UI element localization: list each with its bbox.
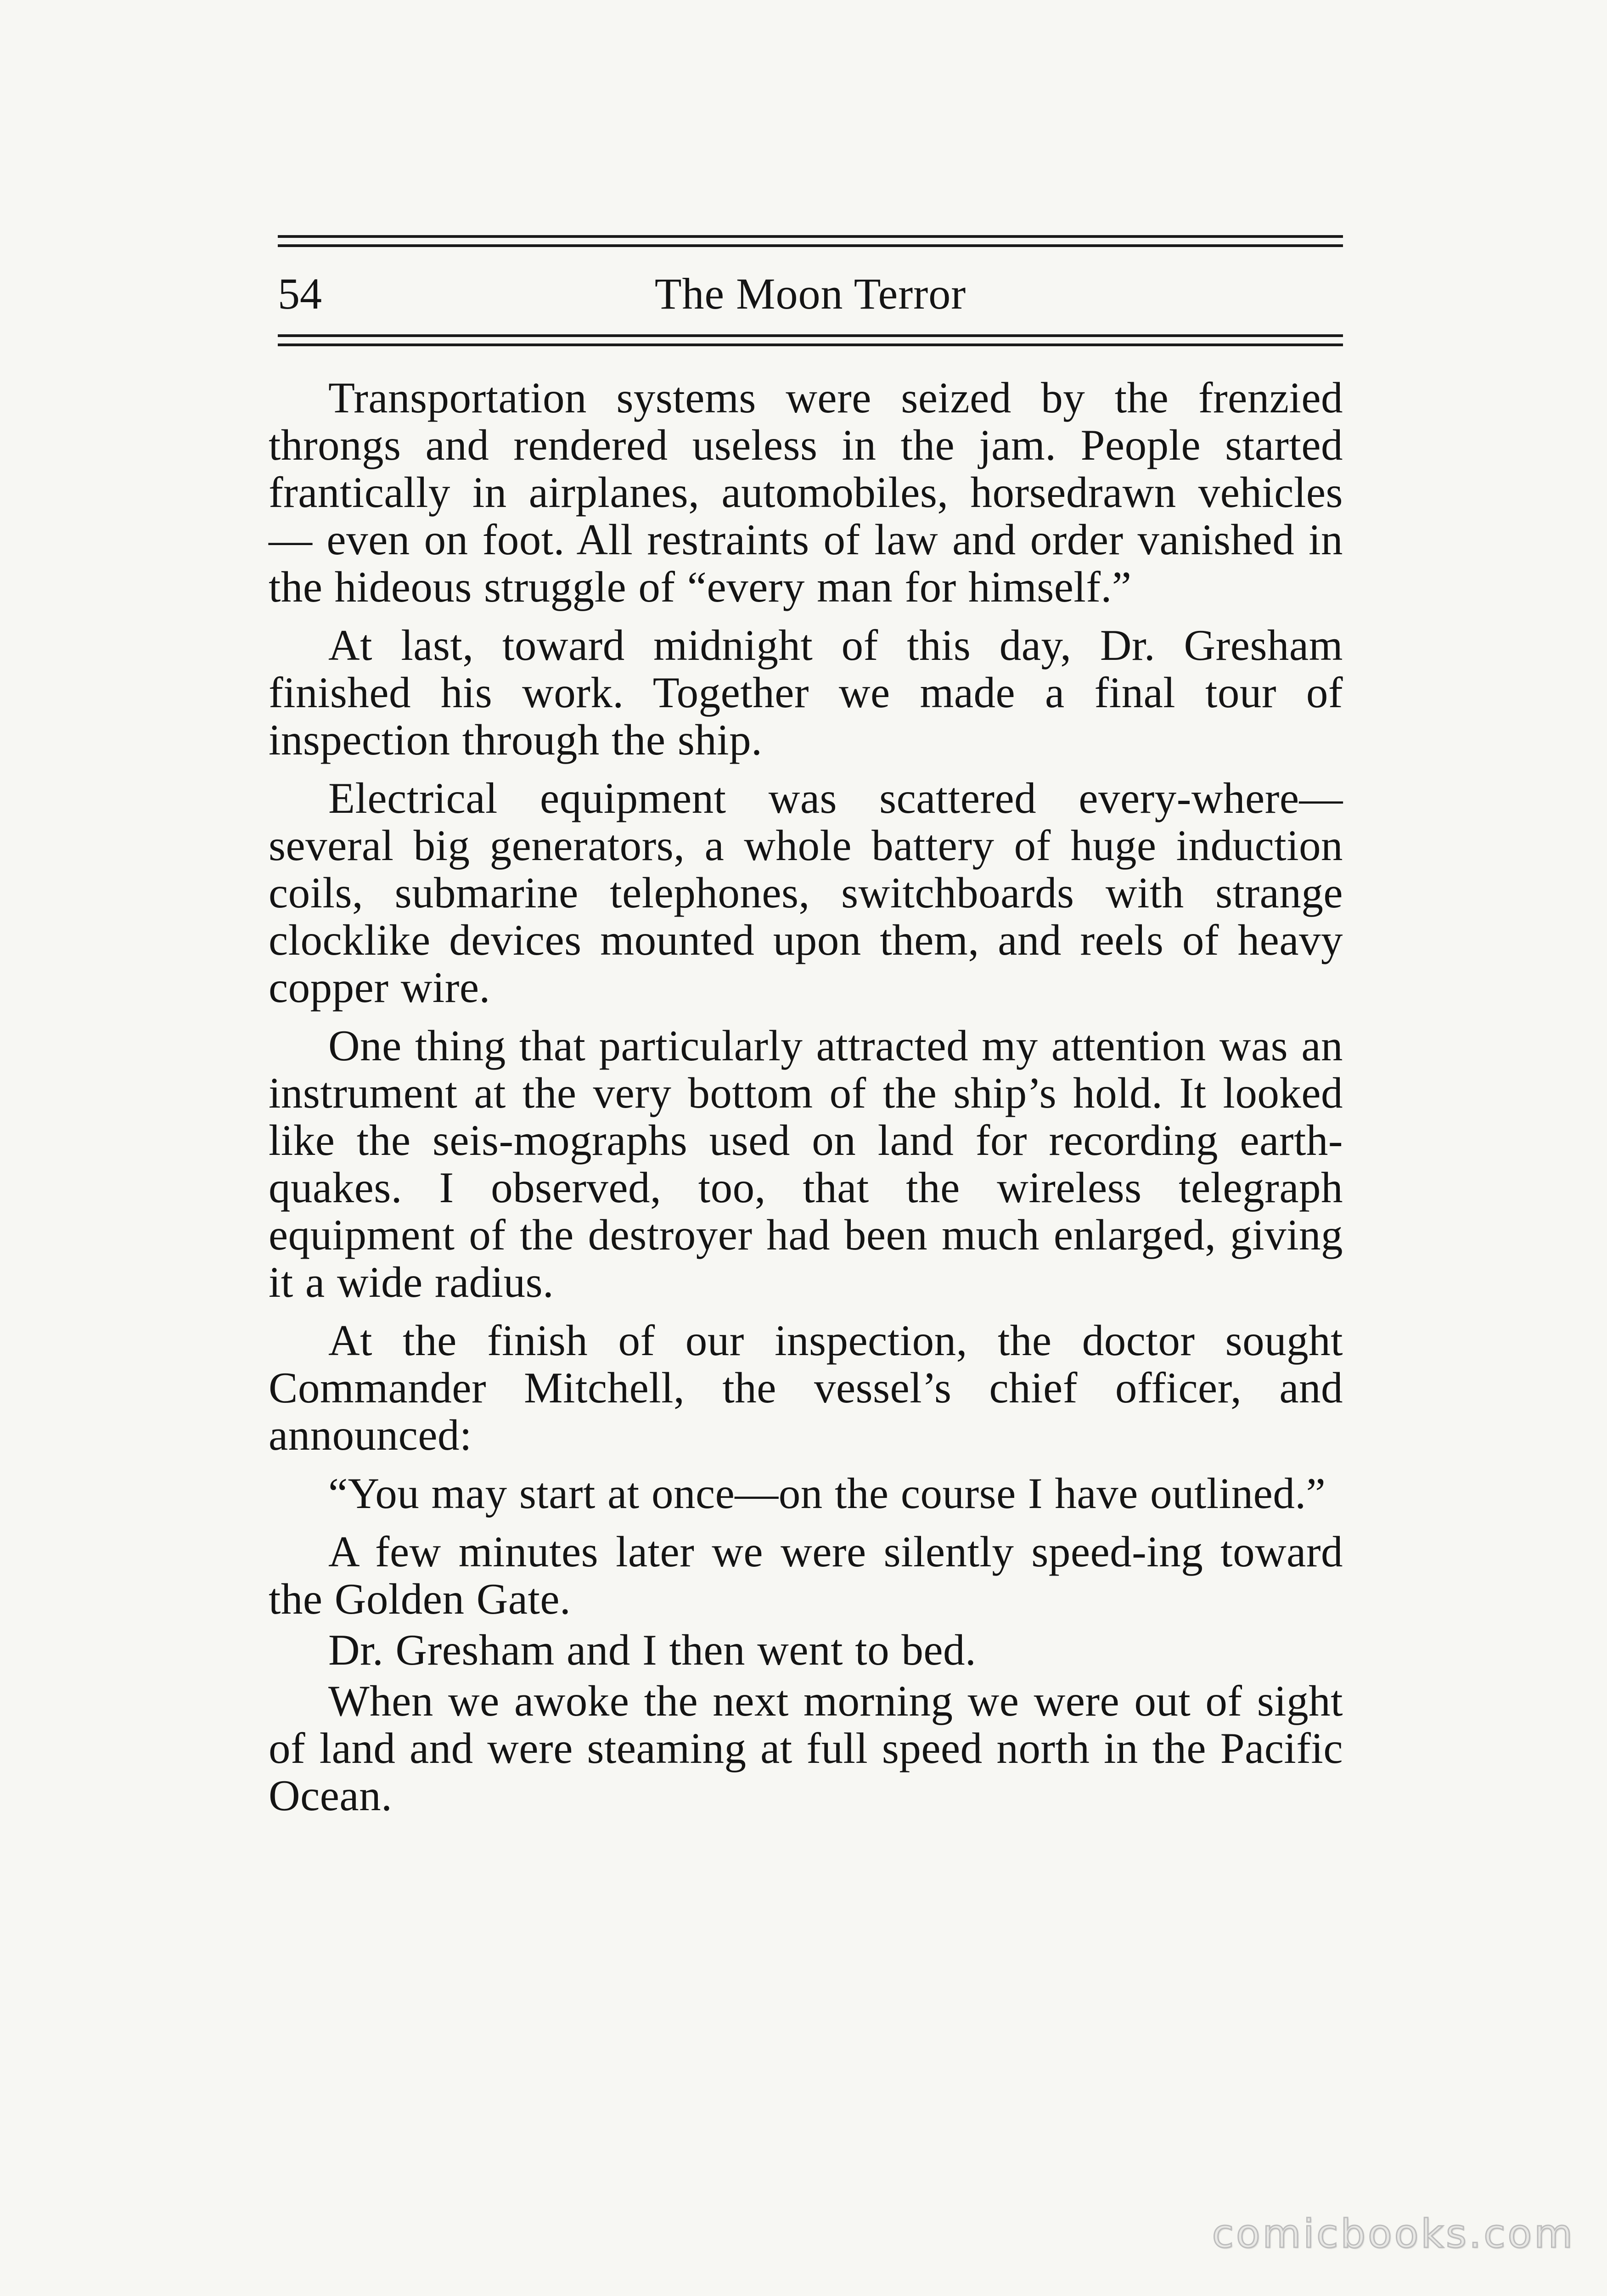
paragraph-pacific-ocean: When we awoke the next morning we were out of sight of land and were steaming at full speed north in the Pacific Ocean. [269,1677,1343,1820]
running-head [278,259,1343,328]
paragraph-transportation: Transportation systems were seized by the frenzied throngs and rendered useless in the jam. People started frantically in airplanes, automobiles, horsedrawn vehicles — even on foot. All restraints of law and order vanished in the hideous struggle of “every man for himself.” [269,373,1343,611]
paragraph-commander-mitchell: At the finish of our inspection, the doctor sought Commander Mitchell, the vessel’s chief officer, and announced: [269,1316,1343,1459]
paragraph-golden-gate: A few minutes later we were silently speed-ing toward the Golden Gate. [269,1527,1343,1623]
paragraph-electrical-equipment: Electrical equipment was scattered every-where—several big generators, a whole battery of huge induction coils, submarine telephones, switchboards with strange clocklike devices mounted upon them, and reels of heavy copper wire. [269,774,1343,1012]
paragraph-seismograph: One thing that particularly attracted my attention was an instrument at the very bottom of the ship’s hold. It looked like the seis-mographs used on land for recording earth-quakes. I observed, too, that the wireless telegraph equipment of the destroyer had been much enlarged, giving it a wide radius. [269,1021,1343,1306]
header-double-rule-bottom [278,334,1343,346]
paragraph-bed: Dr. Gresham and I then went to bed. [328,1626,977,1674]
page-number: 54 [278,269,322,318]
header-double-rule-top [278,235,1343,247]
book-title: The Moon Terror [654,269,966,318]
paragraph-final-tour: At last, toward midnight of this day, Dr. Gresham finished his work. Together we made a final tour of inspection through the ship. [269,621,1343,764]
watermark: comicbooks.com [1212,2211,1575,2257]
body-text [269,374,1343,1830]
paragraph-quote: “You may start at once—on the course I have outlined.” [328,1469,1326,1518]
